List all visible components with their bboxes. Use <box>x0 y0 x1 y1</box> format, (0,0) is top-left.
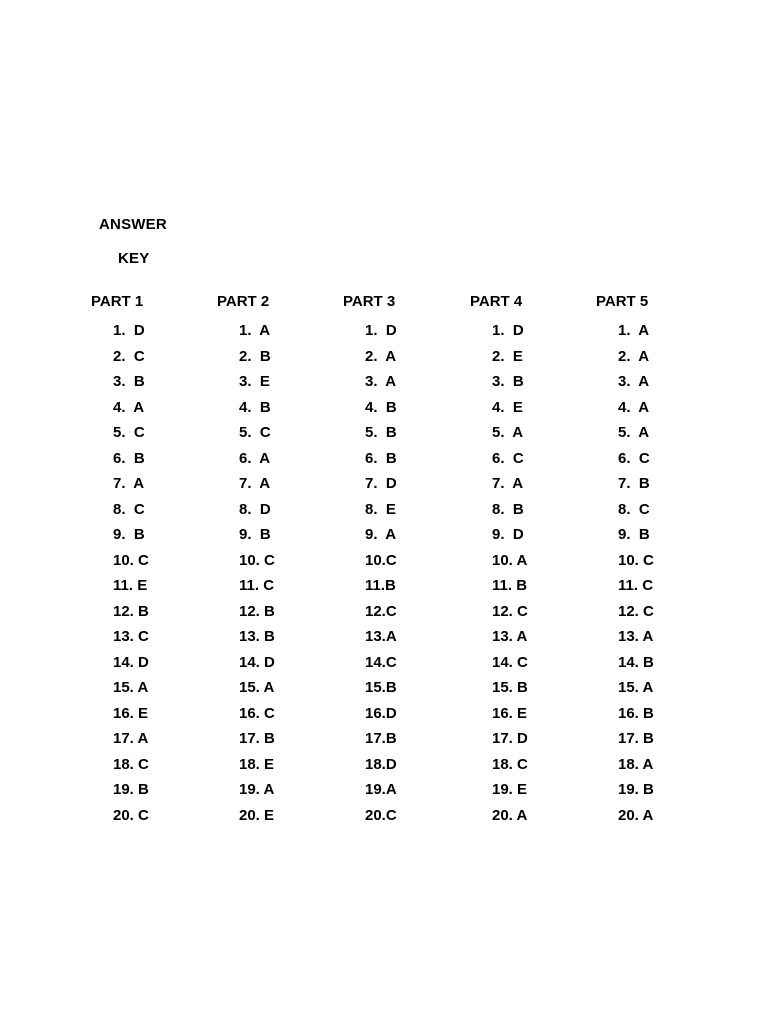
answer-item: 1. D <box>113 322 145 339</box>
answer-item: 1. A <box>239 322 271 339</box>
answer-item: 5. A <box>618 424 650 441</box>
answer-item: 13. C <box>113 628 149 645</box>
answer-item: 12. C <box>492 602 528 620</box>
answer-item: 14. D <box>239 653 275 671</box>
answer-item: 4. B <box>239 398 271 416</box>
answer-item: 10.C <box>365 551 397 569</box>
part-2-heading: PART 2 <box>217 293 270 310</box>
answer-item: 9. D <box>492 526 524 543</box>
answer-item: 18. A <box>618 755 654 773</box>
answer-item: 12.C <box>365 602 397 620</box>
answer-item: 19. E <box>492 781 528 798</box>
answer-item: 8. B <box>492 500 524 518</box>
answer-item: 6. A <box>239 449 271 467</box>
answer-item: 20. C <box>113 806 149 824</box>
part-4-column <box>470 292 590 828</box>
answer-item: 15. A <box>618 679 654 696</box>
answer-item: 8. C <box>113 500 145 518</box>
answer-item: 16.D <box>365 704 397 722</box>
answer-item: 11. B <box>492 577 528 594</box>
answer-item: 2. A <box>618 347 650 365</box>
answer-item: 5. C <box>239 424 271 441</box>
part-4-answer-list <box>492 318 590 828</box>
answer-item: 7. B <box>618 475 650 492</box>
answer-item: 12. B <box>113 602 149 620</box>
answer-item: 3. B <box>492 373 524 390</box>
answer-item: 15. A <box>113 679 149 696</box>
answer-item: 6. C <box>618 449 650 467</box>
answer-item: 7. D <box>365 475 397 492</box>
answer-item: 9. B <box>113 526 145 543</box>
part-5-answer-list <box>618 318 716 828</box>
answer-item: 3. E <box>239 373 270 390</box>
answer-item: 5. C <box>113 424 145 441</box>
answer-item: 14. B <box>618 653 654 671</box>
part-5-column <box>596 292 716 828</box>
answer-item: 19. B <box>618 781 654 798</box>
answer-item: 4. B <box>365 398 397 416</box>
answer-item: 19. A <box>239 781 275 798</box>
answer-item: 12. C <box>618 602 654 620</box>
answer-item: 2. B <box>239 347 271 365</box>
answer-item: 20.C <box>365 806 397 824</box>
part-3-heading: PART 3 <box>343 293 396 310</box>
answer-item: 2. C <box>113 347 145 365</box>
answer-item: 14. D <box>113 653 149 671</box>
answer-item: 11. E <box>113 577 148 594</box>
answer-item: 9. B <box>239 526 271 543</box>
part-3-answer-list <box>365 318 463 828</box>
part-4-heading: PART 4 <box>470 293 523 310</box>
answer-item: 7. A <box>492 475 524 492</box>
answer-key-title-line2: KEY <box>118 250 150 267</box>
answer-item: 8. E <box>365 500 396 518</box>
answer-item: 7. A <box>113 475 145 492</box>
answer-item: 10. C <box>618 551 654 569</box>
answer-item: 13. B <box>239 628 275 645</box>
part-1-answer-list <box>113 318 211 828</box>
answer-item: 20. A <box>618 806 654 824</box>
answer-item: 7. A <box>239 475 271 492</box>
answer-item: 6. B <box>365 449 397 467</box>
answer-item: 3. B <box>113 373 145 390</box>
answer-item: 14.C <box>365 653 397 671</box>
answer-item: 17. D <box>492 730 528 747</box>
answer-item: 20. E <box>239 806 275 824</box>
answer-item: 13. A <box>618 628 654 645</box>
answer-item: 6. C <box>492 449 524 467</box>
answer-item: 18.D <box>365 755 397 773</box>
answer-item: 10. A <box>492 551 528 569</box>
answer-item: 8. C <box>618 500 650 518</box>
answer-item: 4. E <box>492 398 523 416</box>
answer-item: 14. C <box>492 653 528 671</box>
answer-item: 10. C <box>113 551 149 569</box>
answer-item: 16. B <box>618 704 654 722</box>
answer-item: 1. D <box>365 322 397 339</box>
answer-item: 10. C <box>239 551 275 569</box>
part-1-heading: PART 1 <box>91 293 144 310</box>
answer-item: 11. C <box>618 577 654 594</box>
answer-item: 16. E <box>113 704 149 722</box>
answer-item: 13. A <box>492 628 528 645</box>
answer-item: 2. E <box>492 347 523 365</box>
part-2-answer-list <box>239 318 337 828</box>
answer-item: 17. A <box>113 730 149 747</box>
part-3-column <box>343 292 463 828</box>
answer-item: 11.B <box>365 577 396 594</box>
answer-item: 17.B <box>365 730 397 747</box>
answer-item: 3. A <box>365 373 397 390</box>
answer-item: 11. C <box>239 577 275 594</box>
answer-item: 17. B <box>239 730 275 747</box>
answer-key-title-line1: ANSWER <box>99 216 167 233</box>
answer-item: 17. B <box>618 730 654 747</box>
answer-item: 15. A <box>239 679 275 696</box>
answer-item: 6. B <box>113 449 145 467</box>
answer-item: 9. B <box>618 526 650 543</box>
answer-item: 19.A <box>365 781 397 798</box>
part-1-column <box>91 292 211 828</box>
answer-item: 2. A <box>365 347 397 365</box>
answer-item: 18. C <box>492 755 528 773</box>
answer-item: 5. B <box>365 424 397 441</box>
part-5-heading: PART 5 <box>596 293 649 310</box>
answer-item: 15. B <box>492 679 528 696</box>
answer-item: 16. C <box>239 704 275 722</box>
answer-item: 19. B <box>113 781 149 798</box>
answer-item: 16. E <box>492 704 528 722</box>
answer-item: 1. A <box>618 322 650 339</box>
answer-item: 12. B <box>239 602 275 620</box>
answer-item: 8. D <box>239 500 271 518</box>
answer-item: 5. A <box>492 424 524 441</box>
answer-item: 15.B <box>365 679 397 696</box>
answer-item: 20. A <box>492 806 528 824</box>
answer-item: 4. A <box>618 398 650 416</box>
answer-item: 18. C <box>113 755 149 773</box>
answer-item: 4. A <box>113 398 145 416</box>
answer-item: 1. D <box>492 322 524 339</box>
answer-item: 13.A <box>365 628 397 645</box>
answer-item: 3. A <box>618 373 650 390</box>
answer-item: 18. E <box>239 755 275 773</box>
answer-item: 9. A <box>365 526 397 543</box>
part-2-column <box>217 292 337 828</box>
